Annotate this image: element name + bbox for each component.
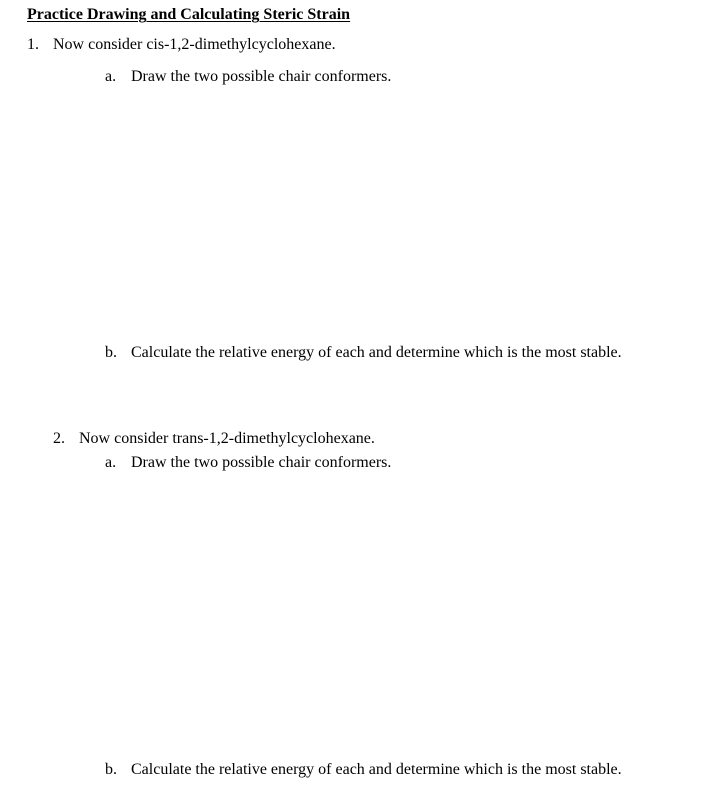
worksheet-title: Practice Drawing and Calculating Steric Strain bbox=[27, 6, 351, 23]
question-2-part-b-text: Calculate the relative energy of each and determine which is the most stable. bbox=[131, 761, 622, 778]
question-2-part-a-letter: a. bbox=[105, 454, 117, 471]
question-1-part-b-letter: b. bbox=[105, 344, 117, 361]
question-2-part-a bbox=[105, 453, 391, 473]
question-2-text: Now consider trans-1,2-dimethylcyclohexane. bbox=[79, 430, 375, 447]
question-1-number: 1. bbox=[27, 36, 39, 53]
question-2-part-b bbox=[105, 760, 622, 780]
question-1-part-b-text: Calculate the relative energy of each and determine which is the most stable. bbox=[131, 344, 622, 361]
question-1-part-a-text: Draw the two possible chair conformers. bbox=[131, 68, 392, 85]
question-1-part-b bbox=[105, 343, 622, 363]
question-2 bbox=[53, 429, 375, 449]
question-2-number: 2. bbox=[53, 430, 65, 447]
question-1-part-a bbox=[105, 67, 391, 87]
question-2-part-b-letter: b. bbox=[105, 761, 117, 778]
question-1-text: Now consider cis-1,2-dimethylcyclohexane. bbox=[53, 36, 336, 53]
question-1-part-a-letter: a. bbox=[105, 68, 117, 85]
question-2-part-a-text: Draw the two possible chair conformers. bbox=[131, 454, 392, 471]
question-1 bbox=[27, 35, 336, 55]
